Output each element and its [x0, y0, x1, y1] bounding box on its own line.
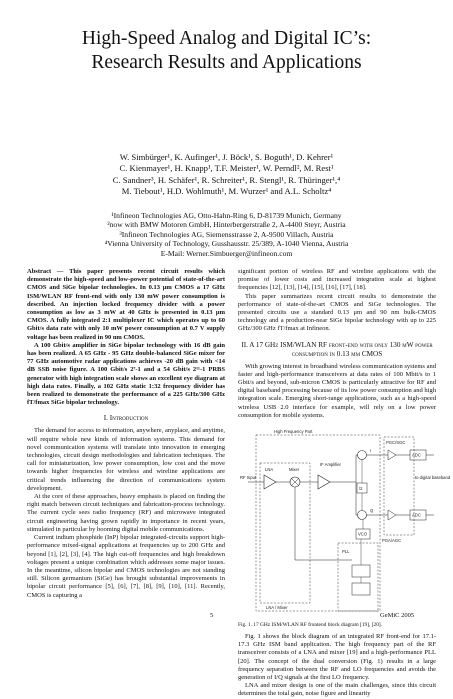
lna-mixer-dashed-box — [260, 463, 310, 603]
pga-label: PGA/AGC — [382, 538, 401, 543]
affiliation-line: ⁴Vienna University of Technology, Gusshausstr. 25/389, A-1040 Vienna, Austria — [0, 239, 453, 248]
author-list — [0, 152, 453, 198]
hfp-dashed-box — [256, 435, 380, 611]
title-line-1: High-Speed Analog and Digital IC’s: — [0, 27, 453, 51]
abstract — [27, 268, 225, 407]
right-column — [238, 268, 436, 699]
section-heading-introduction: I. Introduction — [27, 414, 225, 423]
if-amp-label: IF Amplifier — [320, 462, 342, 467]
page-number: 5 — [210, 612, 213, 619]
left-column — [27, 268, 225, 600]
body-paragraph: significant portion of wireless RF and wireline applications with the promise of lower costs and increased integration scale at highest frequencies [12], [13], [14], [15], [16], [17], [18]. — [238, 268, 436, 293]
body-paragraph: With growing interest in broadband wireless communication systems and faster and high-performance transceivers at data rates of 100 Mbit/s to 1 Gbit/s and beyond, sub-micron CMOS is particularly attractive for RF and digital baseband processing because of its low power consumption and high integration scale. Emerging short-range applications, such as a high-speed wireless USB 2.0 interface for example, will rely on a low power consumption for mobile systems. — [238, 363, 436, 420]
block-diagram-svg — [238, 425, 436, 622]
paper-title — [0, 27, 453, 75]
section2-body — [238, 363, 436, 420]
figure-block-diagram — [238, 425, 436, 622]
author-line: C. Sandner³, H. Schäfer¹, R. Schreiter¹, R. Stengl¹, R. Thüringer¹,⁴ — [0, 175, 453, 186]
pgc-label: PGC/SGC — [386, 440, 405, 445]
author-line: W. Simbürger¹, K. Aufinger¹, J. Böck¹, S. Boguth¹, D. Kehrer¹ — [0, 152, 453, 163]
introduction-continued — [238, 268, 436, 334]
lna-mixer-label: LNA / Mixer — [266, 605, 288, 610]
section-heading-rf-frontend: II. A 17 GHz ISM/WLAN RF front-end with only 130 mW power consumption in 0.13 μm CMOS — [238, 341, 436, 359]
q-label: Q — [370, 508, 374, 513]
title-line-2: Research Results and Applications — [0, 51, 453, 75]
pll-block-2 — [352, 583, 370, 595]
rf-input-label: RF Input — [240, 475, 257, 480]
vco-label: VCO — [358, 532, 368, 537]
body-paragraph: At the core of these approaches, heavy emphasis is placed on finding the right match between circuit techniques and fabrication-process technology. The current cycle sees radio frequency (RF) and microwave integrated circuit engineering having grown rapidly in importance in recent years, stimulated in particular by booming digital mobile communications. — [27, 493, 225, 534]
figure-caption: Fig. 1. 17 GHz ISM/WLAN RF frontend block diagram [19], [20]. — [238, 622, 436, 629]
i-label: I — [370, 448, 371, 453]
body-paragraph: Fig. 1 shows the block diagram of an integrated RF front-end for 17.1-17.3 GHz ISM band application. The high frequency part of the RF transceiver consists of a LNA and mixer [19] and a high-performance PLL [20]. The concept of the dual conversion (Fig. 1) results in a large frequency separation between the RF and LO frequencies and avoids the generation of I/Q signals at the first LO frequency. — [238, 633, 436, 682]
adc-q-label: ADC — [412, 513, 421, 518]
abstract-paragraph: A 100 Gbit/s amplifier in SiGe bipolar technology with 16 dB gain has been realized. A 65 GHz - 95 GHz double-balanced SiGe mixer for 77 GHz automotive radar applications achieves -20 dB gain with <14 dB SSB noise figure. A 100 Gbit/s 2⁷-1 and a 54 Gbit/s 2¹¹-1 PRBS generator with high integration scale shows an excellent eye diagram at high data rates. Finally, a 102 GHz static 1:32 frequency divider has been realized to demonstrate the performance of a 225 GHz/300 GHz fT/fmax SiGe bipolar technology. — [27, 342, 225, 408]
pgc-dashed-box — [384, 437, 414, 535]
lna-label: LNA — [265, 467, 273, 472]
affiliation-line: ³Infineon Technologies AG, Siemensstrasse 2, A-9500 Villach, Austria — [0, 230, 453, 239]
lna-symbol — [264, 475, 276, 489]
affiliation-line: ¹Infineon Technologies AG, Otto-Hahn-Ring 6, D-81739 Munich, Germany — [0, 211, 453, 220]
pll-block-1 — [352, 565, 370, 577]
contact-email: E-Mail: Werner.Simbuerger@infineon.com — [0, 249, 453, 258]
introduction-body — [27, 427, 225, 599]
abstract-paragraph: Abstract — This paper presents recent circuit results which demonstrate the high-speed and low-power potential of state-of-the-art CMOS and SiGe bipolar technologies. In 0.13 μm CMOS a 17 GHz ISM/WLAN RF front-end with only 130 mW power consumption is described. An injection locked frequency divider with a power consumption as low as 3 mW at 40 GHz is presented in 0.13 μm CMOS. A fully integrated 2:1 multiplexer IC which operates up to 60 Gbit/s data rate with only 10 mW power consumption at 0.7 V supply voltage has been realized in 90 nm CMOS. — [27, 268, 225, 342]
body-paragraph: Current indium phosphide (InP) bipolar integrated-circuits support high-performance mixed-signal applications at frequencies up to 200 GHz and beyond [1], [2], [3], [4]. The high cut-off frequencies and high breakdown voltages present a unique combination which addresses some major issues. In the meantime, silicon bipolar and CMOS technologies are not standing still. Silicon germanium (SiGe) has brought substantial improvements in bipolar circuit performance [5], [6], [7], [8], [9], [10], [11]. Recently, CMOS is capturing a — [27, 534, 225, 600]
body-paragraph: The demand for access to information, anywhere, anyplace, and anytime, will require whole new kinds of information systems. This demand for novel communication systems will translate into innovation in emerging technologies, circuit design methodologies and fabrication techniques. The call for miniaturization, low power consumption, low cost and the move towards higher frequencies for wireless and wireline applications are critical trends influencing the direction of communications system development. — [27, 427, 225, 493]
adc-i-label: ADC — [412, 453, 421, 458]
pll-label: PLL — [342, 549, 350, 554]
author-line: M. Tiebout¹, H.D. Wohlmuth¹, M. Wurzer¹ and A.L. Scholtz⁴ — [0, 186, 453, 197]
divider-label: /2 — [359, 486, 363, 491]
i-mixer-symbol — [358, 451, 367, 460]
hfp-label: High Frequency Part — [274, 429, 313, 434]
baseband-label: to digital baseband — [415, 475, 451, 480]
mixer-label: Mixer — [289, 467, 300, 472]
section2-body-continued — [238, 633, 436, 699]
body-paragraph: LNA and mixer design is one of the main challenges, since this circuit determines the total gain, noise figure and linearity — [238, 682, 436, 698]
conference-name: GeMiC 2005 — [380, 612, 414, 619]
author-line: C. Kienmayer¹, H. Knapp¹, T.F. Meister¹, W. Perndl², M. Rest¹ — [0, 163, 453, 174]
if-amplifier-symbol — [318, 475, 330, 489]
q-mixer-symbol — [358, 511, 367, 520]
affiliation-list — [0, 211, 453, 258]
body-paragraph: This paper summarizes recent circuit results to demonstrate the performance of state-of-the-art CMOS and SiGe technologies. The presented circuits use a standard 0.13 μm and 90 nm bulk-CMOS technology and a production-near SiGe bipolar technology with up to 225 GHz/300 GHz fT/fmax at Infineon. — [238, 293, 436, 334]
affiliation-line: ²now with BMW Motoren GmbH, Hinterbergerstraße 2, A-4400 Steyr, Austria — [0, 220, 453, 229]
